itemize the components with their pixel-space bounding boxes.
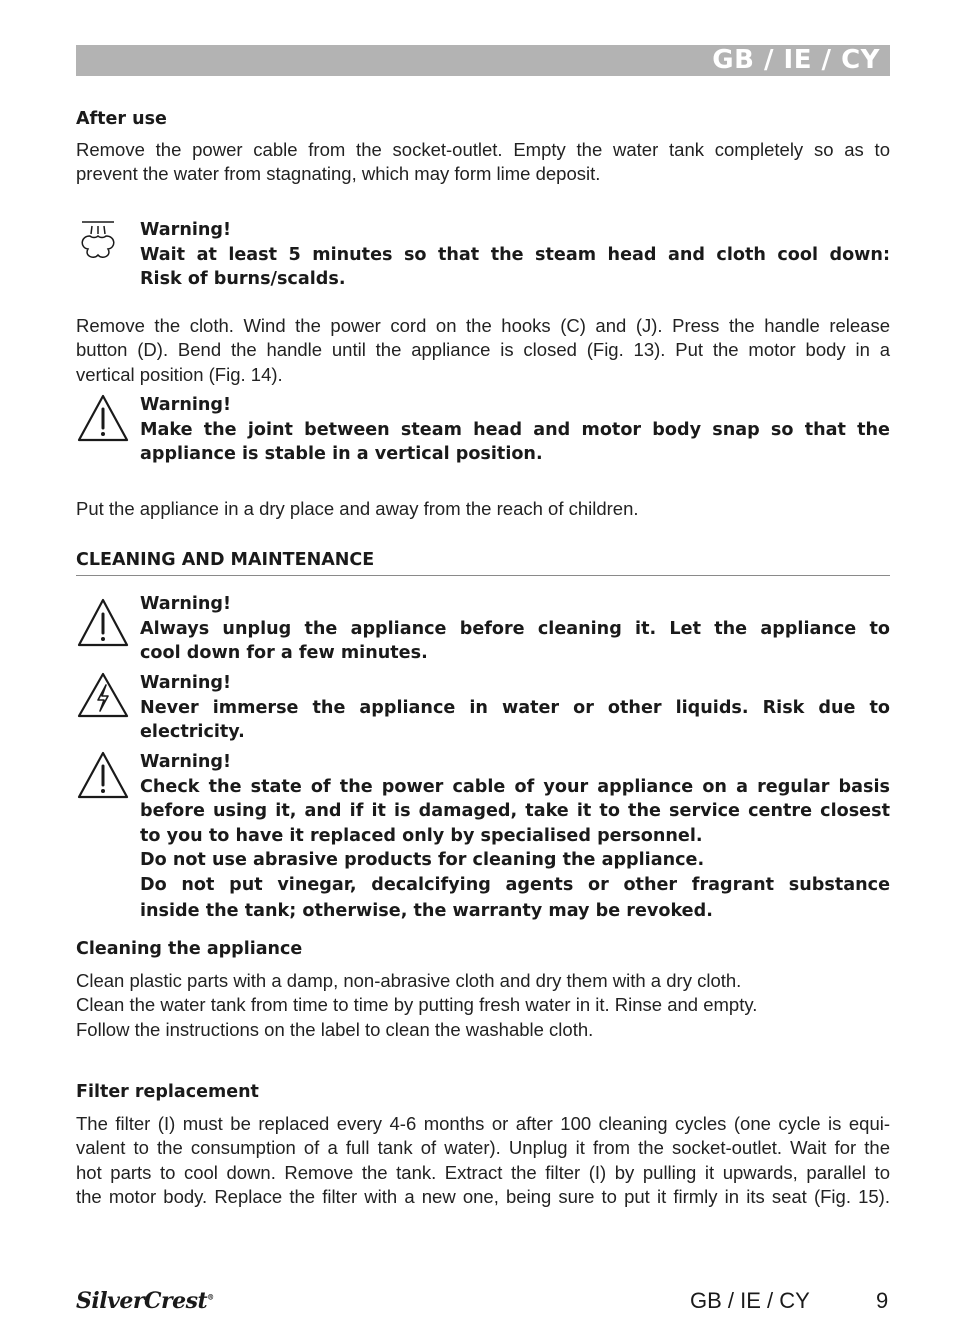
warning-text: Never immerse the appliance in water or other liquids. Risk due to [140,697,890,718]
text-line: the motor body. Replace the filter with a new one, being sure to put it firmly in its seat (Fig. 15). [76,1185,890,1207]
text-line: Put the appliance in a dry place and away from the reach of children. [76,498,639,519]
text-line: vertical position (Fig. 14). [76,363,283,385]
text-line: Follow the instructions on the label to clean the washable cloth. [76,1018,594,1040]
warning-text: Risk of burns/scalds. [140,269,346,289]
electric-shock-icon [76,671,130,723]
warning-text: to you to have it replaced only by specialised personnel. [140,825,703,846]
heading-cleaning-appliance: Cleaning the appliance [76,939,303,959]
section-cleaning-maintenance [76,549,890,571]
warning-text: Do not use abrasive products for cleaning the appliance. [140,850,705,870]
warning-text: appliance is stable in a vertical position. [140,444,543,464]
header-bar [76,45,890,76]
text-line: prevent the water from stagnating, which may form lime deposit. [76,163,601,185]
after-use-paragraph-2 [76,314,890,387]
warning-title: Warning! [140,752,232,772]
warning-text: before using it, and if it is damaged, take it to the service centre closest [140,801,890,821]
section-cleaning-appliance [76,938,890,960]
warning-text: cool down for a few minutes. [140,643,428,663]
text-line: Remove the power cable from the socket-outlet. Empty the water tank completely so as to [76,139,890,160]
warning-title: Warning! [140,395,232,415]
after-use-paragraph-3 [76,497,890,521]
heading-filter-replacement: Filter replacement [76,1082,259,1102]
cleaning-appliance-paragraph [76,969,890,1042]
heading-after-use: After use [76,109,167,129]
warning-text: Do not put vinegar, decalcifying agents or other fragrant substance [140,874,890,895]
brand-logo [76,1288,214,1314]
brand-name: SilverCrest [76,1288,208,1314]
page-number: 9 [876,1288,889,1313]
section-after-use [76,108,890,130]
registered-mark: ® [207,1292,214,1302]
warning-triangle-icon [76,592,130,652]
warning-text: Check the state of the power cable of your appliance on a regular basis [140,776,890,797]
hot-steam-icon [76,218,118,268]
text-line: Clean the water tank from time to time by putting fresh water in it. Rinse and empty. [76,994,758,1016]
text-line: Clean plastic parts with a damp, non-abrasive cloth and dry them with a dry cloth. [76,970,742,991]
filter-paragraph [76,1112,890,1209]
text-line: The filter (I) must be replaced every 4-6 months or after 100 cleaning cycles (one cycle is equi- [76,1113,890,1134]
text-line: Remove the cloth. Wind the power cord on the hooks (C) and (J). Press the handle release [76,315,890,336]
section-divider [76,575,890,576]
warning-text: Make the joint between steam head and motor body snap so that the [140,419,890,440]
warning-text: Always unplug the appliance before cleaning it. Let the appliance to [140,618,890,639]
warning-text: electricity. [140,722,245,742]
text-line: valent to the consumption of a full tank of water). Unplug it from the socket-outlet. Wait for the [76,1137,890,1159]
warning-title: Warning! [140,673,232,693]
warning-text: inside the tank; otherwise, the warranty may be revoked. [140,901,713,921]
warning-text: Wait at least 5 minutes so that the steam head and cloth cool down: [140,244,890,265]
text-line: hot parts to cool down. Remove the tank. Extract the filter (I) by pulling it upwards, parallel to [76,1161,890,1183]
header-language-label: GB / IE / CY [712,45,880,75]
text-line: button (D). Bend the handle until the appliance is closed (Fig. 13). Put the motor body in a [76,339,890,361]
heading-cleaning-maintenance: CLEANING AND MAINTENANCE [76,550,375,570]
section-filter-replacement [76,1081,890,1103]
warning-triangle-icon [76,393,130,447]
warning-triangle-icon [76,750,130,804]
warning-title: Warning! [140,220,232,240]
warning-title: Warning! [140,594,232,614]
after-use-paragraph-1 [76,138,890,187]
footer-language-label: GB / IE / CY [690,1288,810,1313]
